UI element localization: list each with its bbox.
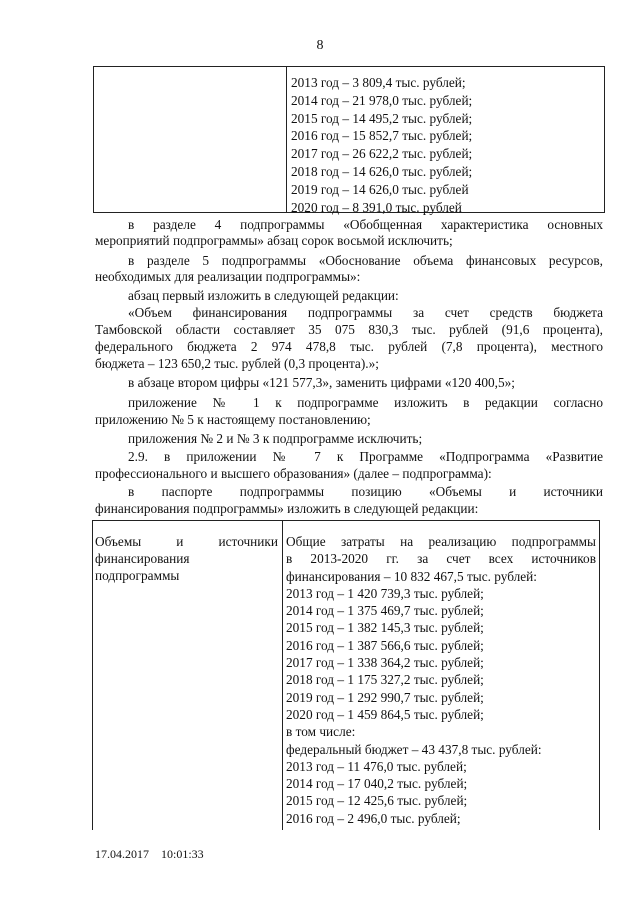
table-row: 2018 год – 1 175 327,2 тыс. рублей; xyxy=(286,672,484,688)
footer-date: 17.04.2017 xyxy=(95,847,149,861)
table-row: 2015 год – 1 382 145,3 тыс. рублей; xyxy=(286,620,484,636)
table-row: 2020 год – 1 459 864,5 тыс. рублей; xyxy=(286,706,484,722)
table-heading-line: финансирования xyxy=(95,551,190,566)
table-row: 2016 год – 15 852,7 тыс. рублей; xyxy=(291,128,473,144)
paragraph-line: в паспорте подпрограммы позицию «Объемы и источники xyxy=(128,484,603,499)
table-row: 2018 год – 14 626,0 тыс. рублей; xyxy=(291,163,473,179)
paragraph-line: необходимых для реализации подпрограммы»: xyxy=(95,269,361,284)
table-row: 2014 год – 21 978,0 тыс. рублей; xyxy=(291,92,473,108)
paragraph-line: абзац первый изложить в следующей редакции: xyxy=(128,288,399,303)
table-cell-amounts xyxy=(286,533,596,827)
paragraph-line: финансирования подпрограммы» изложить в следующей редакции: xyxy=(95,501,479,516)
table-divider xyxy=(286,67,287,212)
table-row: в том числе: xyxy=(286,724,356,740)
table-row: 2013 год – 1 420 739,3 тыс. рублей; xyxy=(286,585,484,601)
table-cell-heading xyxy=(95,533,278,584)
table-row: 2014 год – 17 040,2 тыс. рублей; xyxy=(286,776,468,792)
table-cell-years xyxy=(291,74,472,216)
paragraph-line: Тамбовской области составляет 35 075 830,3 тыс. рублей (91,6 процента), xyxy=(95,322,603,337)
paragraph-line: в разделе 4 подпрограммы «Обобщенная характеристика основных xyxy=(128,217,603,232)
paragraph-line: профессионального и высшего образования» (далее – подпрограмма): xyxy=(95,466,492,481)
table-heading-line: Объемы и источники xyxy=(95,534,278,549)
paragraph-line: федерального бюджета 2 974 478,8 тыс. рублей (7,8 процента), местного xyxy=(95,339,603,354)
footer-timestamp xyxy=(95,847,204,862)
funding-table xyxy=(92,520,600,830)
table-row: 2019 год – 1 292 990,7 тыс. рублей; xyxy=(286,689,484,705)
table-row: в 2013-2020 гг. за счет всех источников xyxy=(286,551,596,567)
paragraph-line: в разделе 5 подпрограммы «Обоснование объема финансовых ресурсов, xyxy=(128,253,603,268)
paragraph-line: бюджета – 123 650,2 тыс. рублей (0,3 процента).»; xyxy=(95,356,379,371)
paragraph-line: «Объем финансирования подпрограммы за счет средств бюджета xyxy=(128,305,603,320)
table-row: Общие затраты на реализацию подпрограммы xyxy=(286,534,596,549)
paragraph-line: 2.9. в приложении № 7 к Программе «Подпрограмма «Развитие xyxy=(128,449,603,464)
table-row: 2015 год – 12 425,6 тыс. рублей; xyxy=(286,793,468,809)
table-heading-line: подпрограммы xyxy=(95,568,180,583)
table-row: 2017 год – 26 622,2 тыс. рублей; xyxy=(291,146,473,162)
paragraph-line: мероприятий подпрограммы» абзац сорок восьмой исключить; xyxy=(95,233,453,248)
footer-time: 10:01:33 xyxy=(161,847,204,861)
paragraph-line: приложению № 5 к настоящему постановлению; xyxy=(95,412,371,427)
table-row: 2017 год – 1 338 364,2 тыс. рублей; xyxy=(286,655,484,671)
table-row: 2020 год – 8 391,0 тыс. рублей xyxy=(291,199,462,215)
table-row: 2014 год – 1 375 469,7 тыс. рублей; xyxy=(286,603,484,619)
table-row: 2013 год – 3 809,4 тыс. рублей; xyxy=(291,75,466,90)
paragraph-line: приложения № 2 и № 3 к подпрограмме исключить; xyxy=(128,431,423,446)
table-row: 2019 год – 14 626,0 тыс. рублей xyxy=(291,181,469,197)
paragraph-line: в абзаце втором цифры «121 577,3», заменить цифрами «120 400,5»; xyxy=(128,375,515,390)
paragraph-line: приложение № 1 к подпрограмме изложить в редакции согласно xyxy=(128,395,603,410)
table-row: 2016 год – 2 496,0 тыс. рублей; xyxy=(286,810,461,826)
page-number: 8 xyxy=(316,38,324,53)
funding-table-continuation xyxy=(93,66,605,213)
table-row: 2013 год – 11 476,0 тыс. рублей; xyxy=(286,758,467,774)
table-row: финансирования – 10 832 467,5 тыс. рублей: xyxy=(286,568,537,584)
table-divider xyxy=(282,521,283,830)
table-row: федеральный бюджет – 43 437,8 тыс. рублей: xyxy=(286,741,542,757)
table-row: 2015 год – 14 495,2 тыс. рублей; xyxy=(291,110,473,126)
table-row: 2016 год – 1 387 566,6 тыс. рублей; xyxy=(286,637,484,653)
